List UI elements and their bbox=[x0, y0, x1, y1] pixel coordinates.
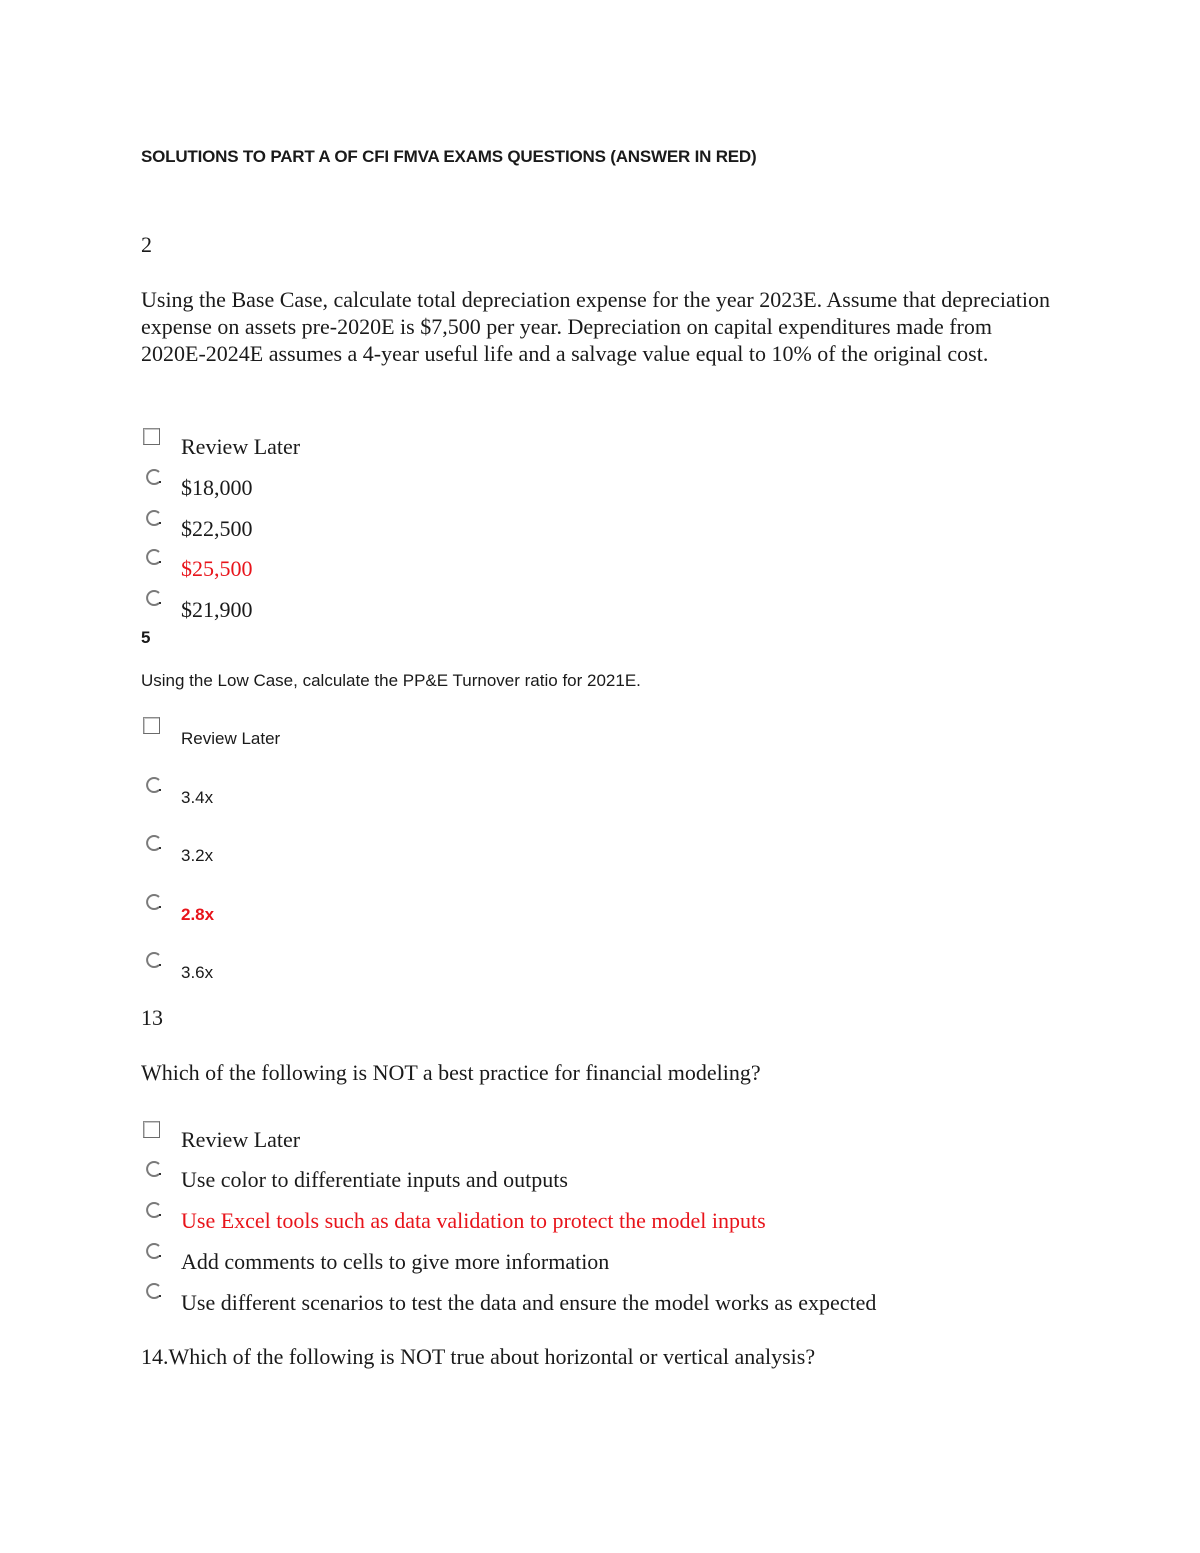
review-later-label-q5: Review Later bbox=[181, 729, 281, 748]
review-later-label-q13: Review Later bbox=[181, 1127, 301, 1152]
radio-button-icon[interactable] bbox=[143, 833, 163, 853]
radio-button-icon[interactable] bbox=[143, 1200, 163, 1220]
question-2-text: Using the Base Case, calculate total depreciation expense for the year 2023E. Assume that depreciation expense on assets pre-2020E is $7,500 per year. Depreciation on capital expenditures made from 2020E-2024E assumes a 4-year useful life and a salvage value equal to 10% of the original cost. bbox=[141, 287, 1051, 366]
q5-option-2: 3.2x bbox=[181, 846, 214, 865]
radio-button-icon[interactable] bbox=[143, 508, 163, 528]
radio-button-icon[interactable] bbox=[143, 588, 163, 608]
radio-button-icon[interactable] bbox=[143, 1159, 163, 1179]
review-later-checkbox-q13[interactable] bbox=[143, 1121, 160, 1138]
question-2-number: 2 bbox=[141, 232, 152, 257]
radio-button-icon[interactable] bbox=[143, 775, 163, 795]
review-later-label-q2: Review Later bbox=[181, 434, 301, 459]
question-13-number: 13 bbox=[141, 1005, 163, 1030]
q13-option-3: Add comments to cells to give more information bbox=[181, 1249, 610, 1274]
radio-button-icon[interactable] bbox=[143, 1241, 163, 1261]
radio-button-icon[interactable] bbox=[143, 892, 163, 912]
q13-option-4: Use different scenarios to test the data and ensure the model works as expected bbox=[181, 1290, 877, 1315]
radio-button-icon[interactable] bbox=[143, 950, 163, 970]
review-later-checkbox-q2[interactable] bbox=[143, 428, 160, 445]
radio-button-icon[interactable] bbox=[143, 467, 163, 487]
q2-option-4: $21,900 bbox=[181, 597, 253, 622]
q2-option-3-correct: $25,500 bbox=[181, 556, 253, 581]
q5-option-4: 3.6x bbox=[181, 963, 214, 982]
question-5-number: 5 bbox=[141, 628, 151, 647]
q13-option-1: Use color to differentiate inputs and outputs bbox=[181, 1167, 568, 1192]
q13-option-2-correct: Use Excel tools such as data validation to protect the model inputs bbox=[181, 1208, 766, 1233]
question-13-text: Which of the following is NOT a best practice for financial modeling? bbox=[141, 1060, 761, 1085]
q2-option-2: $22,500 bbox=[181, 516, 253, 541]
document-title: SOLUTIONS TO PART A OF CFI FMVA EXAMS QUESTIONS (ANSWER IN RED) bbox=[141, 147, 757, 166]
radio-button-icon[interactable] bbox=[143, 1281, 163, 1301]
question-14-text: 14.Which of the following is NOT true about horizontal or vertical analysis? bbox=[141, 1344, 816, 1369]
q2-option-1: $18,000 bbox=[181, 475, 253, 500]
radio-button-icon[interactable] bbox=[143, 547, 163, 567]
q5-option-1: 3.4x bbox=[181, 788, 214, 807]
review-later-checkbox-q5[interactable] bbox=[143, 717, 160, 734]
q5-option-3-correct: 2.8x bbox=[181, 905, 215, 924]
question-5-text: Using the Low Case, calculate the PP&E Turnover ratio for 2021E. bbox=[141, 671, 641, 690]
